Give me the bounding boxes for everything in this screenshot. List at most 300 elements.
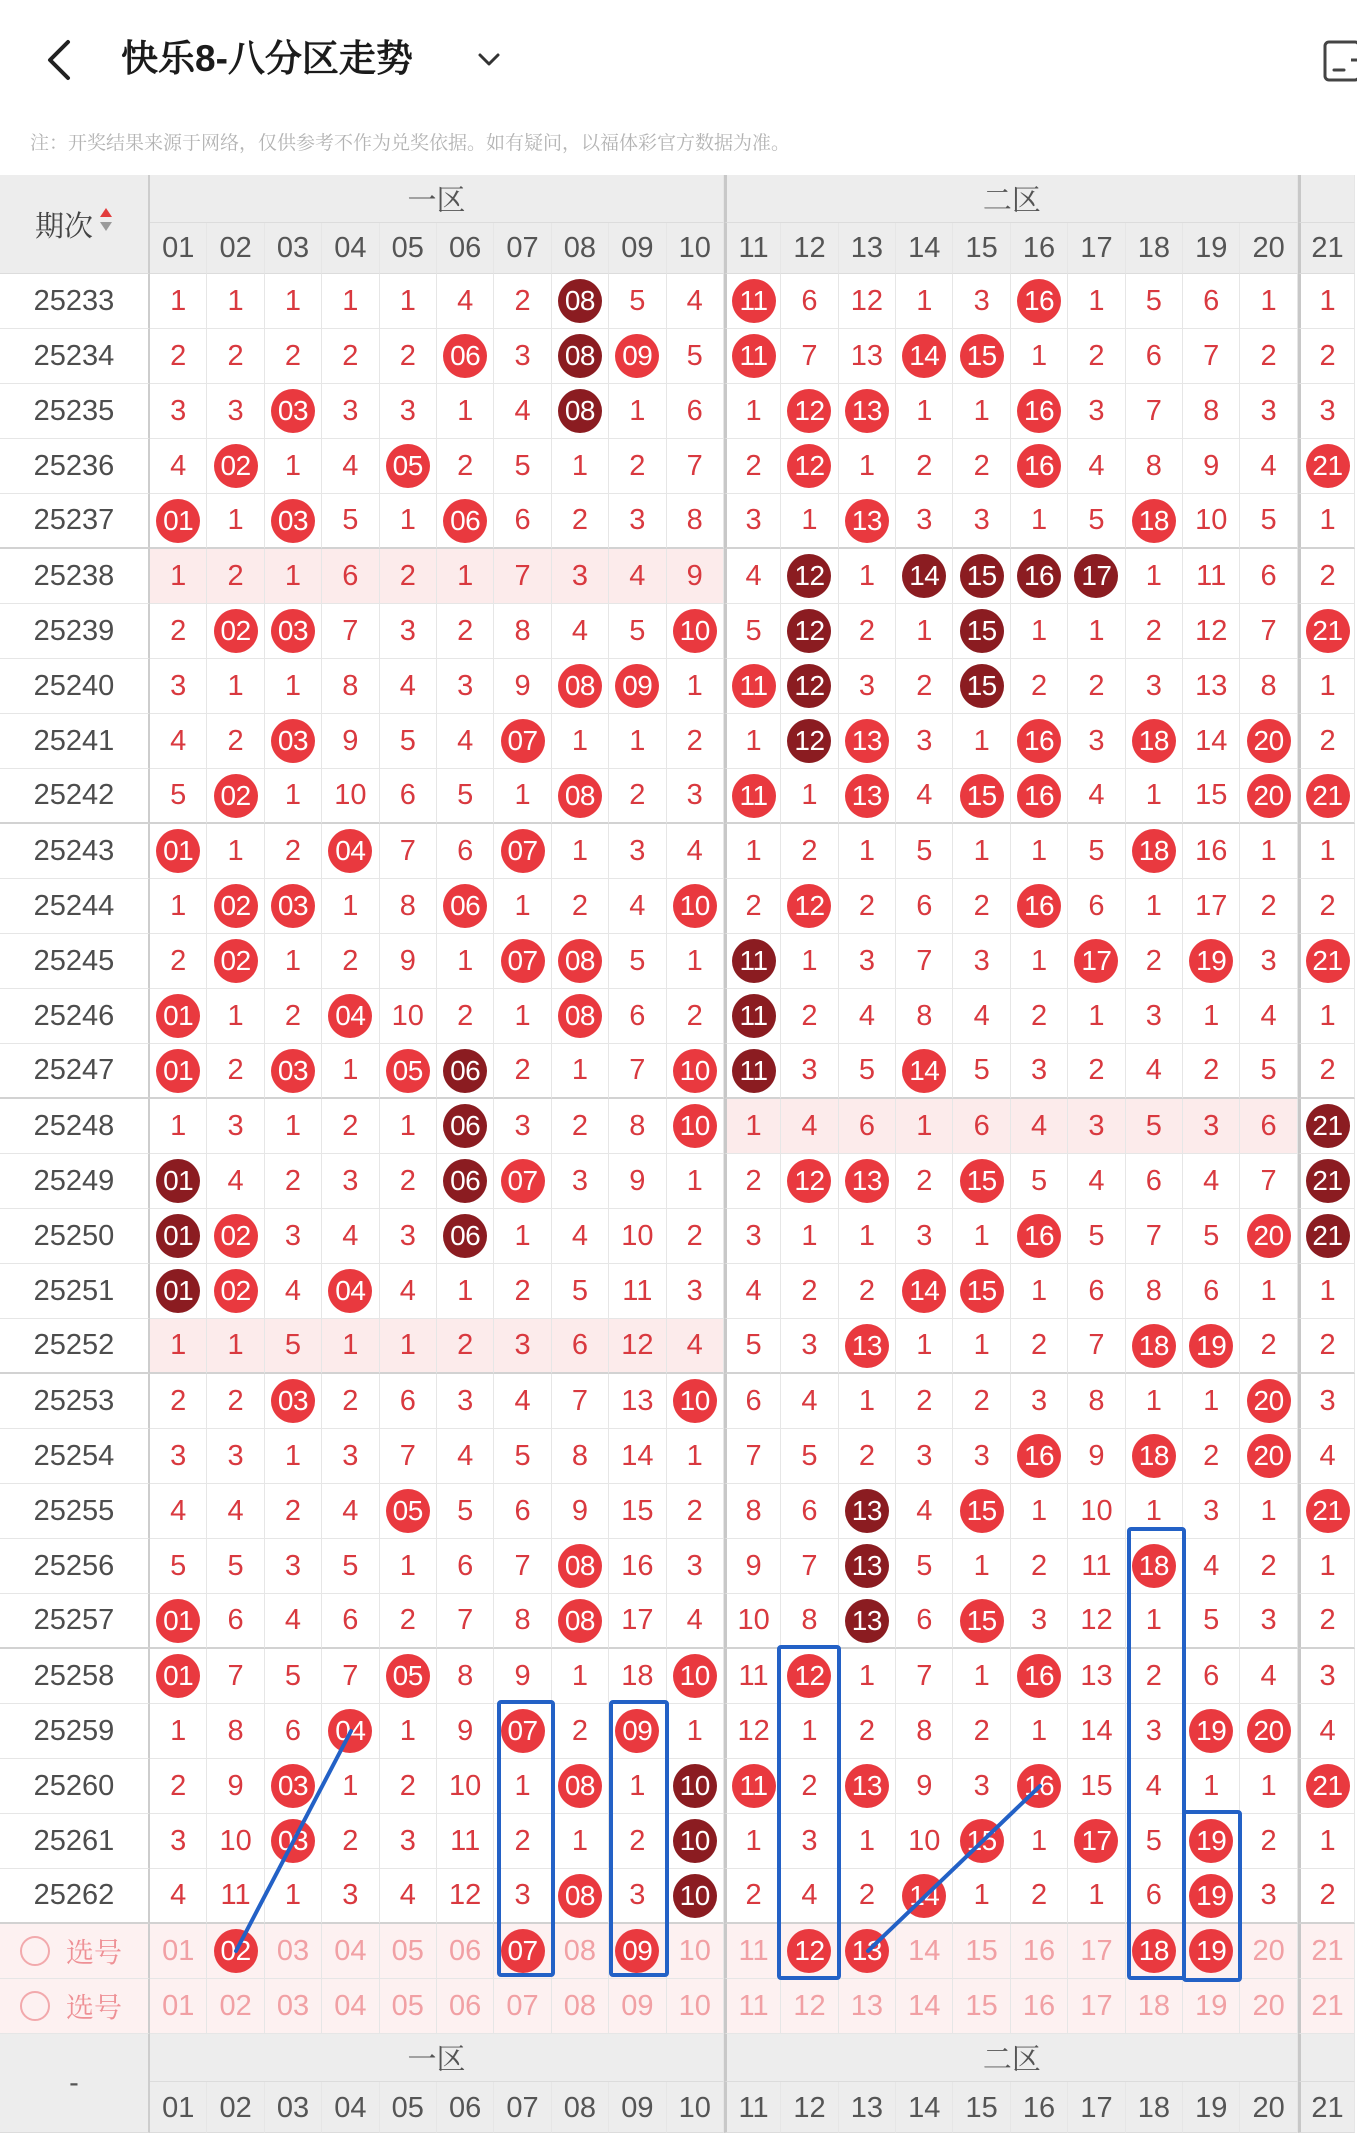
select-number[interactable]: 04 — [322, 1924, 379, 1979]
miss-count-cell: 1 — [1126, 549, 1183, 604]
select-number[interactable] — [839, 1924, 896, 1979]
miss-count-cell: 1 — [1011, 1264, 1068, 1319]
draw-cell — [839, 769, 896, 824]
miss-count-cell: 6 — [437, 1539, 494, 1594]
period-cell: 25235 — [0, 384, 150, 439]
ball-hit: 16 — [1017, 774, 1061, 818]
radio-icon[interactable] — [20, 1936, 50, 1966]
miss-count-cell: 3 — [552, 1154, 609, 1209]
miss-count-cell: 1 — [265, 1869, 322, 1924]
miss-count-cell: 2 — [839, 1264, 896, 1319]
ball-hit: 03 — [271, 1819, 315, 1863]
miss-count-cell: 3 — [1240, 934, 1297, 989]
miss-count-cell: 6 — [781, 1484, 838, 1539]
period-sort-header[interactable] — [0, 175, 150, 274]
title-dropdown-button[interactable] — [474, 46, 504, 72]
miss-count-cell: 5 — [322, 494, 379, 549]
select-number[interactable] — [494, 1924, 551, 1979]
miss-count-cell: 2 — [437, 989, 494, 1044]
miss-count-cell: 2 — [1126, 1649, 1183, 1704]
miss-count-cell: 10 — [1183, 494, 1240, 549]
miss-count-cell: 1 — [1183, 1374, 1240, 1429]
miss-count-cell: 3 — [380, 604, 437, 659]
ball-hit-dark: 12 — [787, 664, 831, 708]
miss-count-cell: 1 — [1240, 1264, 1297, 1319]
ball-hit: 12 — [787, 1929, 831, 1973]
ball-hit: 01 — [156, 1049, 200, 1093]
miss-count-cell: 1 — [953, 1209, 1010, 1264]
miss-count-cell: 2 — [1068, 1044, 1125, 1099]
miss-count-cell: 1 — [1126, 769, 1183, 824]
miss-count-cell: 6 — [1126, 1154, 1183, 1209]
miss-count-cell: 16 — [1183, 824, 1240, 879]
draw-cell — [781, 549, 838, 604]
select-number[interactable]: 11 — [724, 1924, 781, 1979]
ball-hit: 10 — [673, 1654, 717, 1698]
column-number: 02 — [207, 223, 264, 274]
miss-count-cell: 1 — [552, 714, 609, 769]
miss-count-cell: 3 — [322, 384, 379, 439]
period-cell: 25250 — [0, 1209, 150, 1264]
column-number: 09 — [609, 223, 666, 274]
draw-cell — [552, 1869, 609, 1924]
draw-cell — [667, 1759, 724, 1814]
page-title[interactable]: 快乐8-八分区走势 — [121, 38, 413, 79]
draw-cell — [552, 769, 609, 824]
draw-cell — [1240, 1704, 1297, 1759]
draw-cell — [1183, 1869, 1240, 1924]
miss-count-cell: 2 — [1298, 329, 1355, 384]
select-number[interactable]: 17 — [1068, 1979, 1125, 2034]
column-number: 07 — [494, 2082, 551, 2133]
miss-count-cell: 2 — [781, 824, 838, 879]
miss-count-cell: 1 — [1298, 989, 1355, 1044]
select-number[interactable]: 08 — [552, 1924, 609, 1979]
miss-count-cell: 3 — [322, 1429, 379, 1484]
miss-count-cell: 8 — [667, 494, 724, 549]
miss-count-cell: 9 — [724, 1539, 781, 1594]
select-number[interactable]: 01 — [150, 1979, 207, 2034]
select-number[interactable]: 10 — [667, 1979, 724, 2034]
miss-count-cell: 1 — [839, 1374, 896, 1429]
ball-hit: 13 — [845, 389, 889, 433]
miss-count-cell: 7 — [437, 1594, 494, 1649]
select-number[interactable]: 15 — [953, 1979, 1010, 2034]
ball-hit-dark: 06 — [443, 1214, 487, 1258]
miss-count-cell: 6 — [1068, 879, 1125, 934]
draw-cell — [207, 439, 264, 494]
ball-hit-dark: 17 — [1074, 554, 1118, 598]
period-cell: 25249 — [0, 1154, 150, 1209]
miss-count-cell: 4 — [552, 604, 609, 659]
period-cell: 25258 — [0, 1649, 150, 1704]
select-number[interactable] — [781, 1924, 838, 1979]
miss-count-cell: 7 — [1126, 384, 1183, 439]
column-number: 18 — [1126, 223, 1183, 274]
miss-count-cell: 7 — [322, 604, 379, 659]
ball-hit: 12 — [787, 884, 831, 928]
miss-count-cell: 1 — [609, 714, 666, 769]
miss-count-cell: 6 — [265, 1704, 322, 1759]
draw-cell — [609, 1704, 666, 1759]
miss-count-cell: 2 — [1011, 1319, 1068, 1374]
select-number[interactable]: 20 — [1240, 1924, 1297, 1979]
miss-count-cell: 1 — [781, 494, 838, 549]
miss-count-cell: 1 — [781, 769, 838, 824]
ball-hit: 08 — [558, 1599, 602, 1643]
miss-count-cell: 2 — [953, 439, 1010, 494]
miss-count-cell: 8 — [781, 1594, 838, 1649]
column-number: 01 — [150, 2082, 207, 2133]
miss-count-cell: 2 — [265, 1484, 322, 1539]
miss-count-cell: 4 — [494, 384, 551, 439]
period-cell: 25245 — [0, 934, 150, 989]
miss-count-cell: 1 — [1068, 274, 1125, 329]
miss-count-cell: 1 — [265, 934, 322, 989]
miss-count-cell: 1 — [1068, 989, 1125, 1044]
ball-hit: 01 — [156, 829, 200, 873]
select-number[interactable]: 18 — [1126, 1979, 1183, 2034]
miss-count-cell: 3 — [896, 1429, 953, 1484]
miss-count-cell: 1 — [839, 1209, 896, 1264]
draw-cell — [667, 1099, 724, 1154]
select-number[interactable]: 19 — [1183, 1979, 1240, 2034]
miss-count-cell: 8 — [380, 879, 437, 934]
draw-cell — [1011, 1759, 1068, 1814]
select-number[interactable]: 11 — [724, 1979, 781, 2034]
draw-cell — [781, 604, 838, 659]
column-number: 14 — [896, 223, 953, 274]
miss-count-cell: 1 — [839, 824, 896, 879]
miss-count-cell: 2 — [1240, 879, 1297, 934]
draw-cell — [494, 934, 551, 989]
ball-hit-dark: 21 — [1306, 1104, 1350, 1148]
miss-count-cell: 11 — [1183, 549, 1240, 604]
miss-count-cell: 4 — [1011, 1099, 1068, 1154]
miss-count-cell: 6 — [781, 274, 838, 329]
miss-count-cell: 4 — [1126, 1044, 1183, 1099]
miss-count-cell: 9 — [896, 1759, 953, 1814]
miss-count-cell: 5 — [494, 1429, 551, 1484]
period-cell: 25260 — [0, 1759, 150, 1814]
miss-count-cell: 2 — [1183, 1429, 1240, 1484]
select-row-toggle[interactable] — [0, 1924, 150, 1979]
radio-icon[interactable] — [20, 1991, 50, 2021]
miss-count-cell: 2 — [207, 714, 264, 769]
select-number[interactable] — [609, 1924, 666, 1979]
ball-hit: 15 — [960, 334, 1004, 378]
miss-count-cell: 5 — [724, 604, 781, 659]
draw-cell — [437, 1099, 494, 1154]
select-number[interactable]: 21 — [1298, 1924, 1355, 1979]
select-number[interactable]: 02 — [207, 1979, 264, 2034]
draw-cell — [839, 1484, 896, 1539]
draw-cell — [839, 1154, 896, 1209]
miss-count-cell: 1 — [265, 274, 322, 329]
ball-hit: 08 — [558, 1764, 602, 1808]
miss-count-cell: 4 — [1183, 1154, 1240, 1209]
period-cell: 25252 — [0, 1319, 150, 1374]
miss-count-cell: 3 — [1011, 1374, 1068, 1429]
select-number[interactable]: 09 — [609, 1979, 666, 2034]
sort-icon[interactable] — [99, 206, 113, 242]
draw-cell — [1011, 1209, 1068, 1264]
draw-cell — [953, 1154, 1010, 1209]
miss-count-cell: 4 — [953, 989, 1010, 1044]
miss-count-cell: 1 — [1298, 1539, 1355, 1594]
miss-count-cell: 1 — [437, 934, 494, 989]
select-number[interactable]: 03 — [265, 1924, 322, 1979]
select-number[interactable]: 06 — [437, 1979, 494, 2034]
miss-count-cell: 2 — [781, 1264, 838, 1319]
miss-count-cell: 7 — [667, 439, 724, 494]
miss-count-cell: 9 — [380, 934, 437, 989]
miss-count-cell: 3 — [207, 1429, 264, 1484]
miss-count-cell: 2 — [552, 1704, 609, 1759]
miss-count-cell: 1 — [1126, 879, 1183, 934]
ball-hit: 15 — [960, 1159, 1004, 1203]
miss-count-cell: 2 — [552, 494, 609, 549]
ball-hit: 03 — [271, 1764, 315, 1808]
miss-count-cell: 2 — [265, 989, 322, 1044]
ball-hit: 04 — [328, 994, 372, 1038]
miss-count-cell: 1 — [1068, 1869, 1125, 1924]
miss-count-cell: 10 — [207, 1814, 264, 1869]
miss-count-cell: 2 — [896, 1374, 953, 1429]
select-number[interactable]: 13 — [839, 1979, 896, 2034]
miss-count-cell: 1 — [380, 1539, 437, 1594]
ball-hit: 11 — [732, 334, 776, 378]
miss-count-cell: 4 — [150, 1484, 207, 1539]
select-number[interactable] — [207, 1924, 264, 1979]
select-number[interactable] — [1183, 1924, 1240, 1979]
draw-cell — [1126, 494, 1183, 549]
ball-hit: 18 — [1132, 829, 1176, 873]
chevron-down-icon — [474, 46, 504, 72]
miss-count-cell: 3 — [896, 714, 953, 769]
draw-cell — [1240, 1429, 1297, 1484]
miss-count-cell: 4 — [322, 439, 379, 494]
select-number[interactable]: 08 — [552, 1979, 609, 2034]
miss-count-cell: 6 — [896, 879, 953, 934]
miss-count-cell: 2 — [1183, 1044, 1240, 1099]
miss-count-cell: 15 — [1183, 769, 1240, 824]
miss-count-cell: 8 — [1126, 1264, 1183, 1319]
miss-count-cell: 2 — [667, 714, 724, 769]
select-number[interactable]: 01 — [150, 1924, 207, 1979]
draw-cell — [265, 604, 322, 659]
miss-count-cell: 2 — [1126, 604, 1183, 659]
miss-count-cell: 2 — [953, 1704, 1010, 1759]
miss-count-cell: 3 — [1126, 989, 1183, 1044]
column-number: 03 — [265, 223, 322, 274]
miss-count-cell: 1 — [896, 1099, 953, 1154]
miss-count-cell: 1 — [953, 824, 1010, 879]
ball-hit: 16 — [1017, 1434, 1061, 1478]
draw-cell — [150, 1594, 207, 1649]
ball-hit: 07 — [501, 829, 545, 873]
ball-hit: 15 — [960, 1819, 1004, 1863]
miss-count-cell: 3 — [265, 1539, 322, 1594]
select-number[interactable]: 14 — [896, 1979, 953, 2034]
miss-count-cell: 4 — [265, 1594, 322, 1649]
miss-count-cell: 1 — [150, 549, 207, 604]
column-number: 02 — [207, 2082, 264, 2133]
draw-cell — [667, 1649, 724, 1704]
miss-count-cell: 5 — [609, 274, 666, 329]
miss-count-cell: 6 — [609, 989, 666, 1044]
miss-count-cell: 7 — [322, 1649, 379, 1704]
draw-cell — [1240, 1374, 1297, 1429]
miss-count-cell: 1 — [1126, 1594, 1183, 1649]
miss-count-cell: 2 — [322, 1099, 379, 1154]
draw-cell — [437, 879, 494, 934]
ball-hit: 18 — [1132, 1929, 1176, 1973]
select-row-toggle[interactable] — [0, 1979, 150, 2034]
miss-count-cell: 1 — [896, 274, 953, 329]
column-number: 21 — [1298, 223, 1355, 274]
miss-count-cell: 1 — [1298, 1264, 1355, 1319]
column-number: 17 — [1068, 2082, 1125, 2133]
miss-count-cell: 2 — [953, 879, 1010, 934]
miss-count-cell: 3 — [1068, 714, 1125, 769]
miss-count-cell: 2 — [896, 1154, 953, 1209]
column-number: 16 — [1011, 2082, 1068, 2133]
ball-hit-dark: 08 — [558, 334, 602, 378]
draw-cell — [781, 384, 838, 439]
select-number[interactable]: 05 — [380, 1979, 437, 2034]
miss-count-cell: 3 — [322, 1869, 379, 1924]
ball-hit-dark: 12 — [787, 719, 831, 763]
select-number[interactable]: 16 — [1011, 1924, 1068, 1979]
ball-hit: 19 — [1189, 1324, 1233, 1368]
miss-count-cell: 3 — [494, 1869, 551, 1924]
draw-cell — [552, 329, 609, 384]
miss-count-cell: 16 — [609, 1539, 666, 1594]
miss-count-cell: 4 — [609, 549, 666, 604]
ball-hit: 02 — [214, 444, 258, 488]
miss-count-cell: 5 — [494, 439, 551, 494]
draw-cell — [265, 1374, 322, 1429]
select-number[interactable]: 14 — [896, 1924, 953, 1979]
miss-count-cell: 8 — [1126, 439, 1183, 494]
ball-hit-dark: 06 — [443, 1049, 487, 1093]
select-number[interactable]: 10 — [667, 1924, 724, 1979]
ball-hit: 13 — [845, 1764, 889, 1808]
select-number[interactable]: 05 — [380, 1924, 437, 1979]
miss-count-cell: 4 — [1240, 989, 1297, 1044]
select-number[interactable]: 12 — [781, 1979, 838, 2034]
miss-count-cell: 9 — [437, 1704, 494, 1759]
ball-hit: 05 — [386, 1654, 430, 1698]
ball-hit: 09 — [615, 1929, 659, 1973]
zone-header: 二区 — [724, 2034, 1298, 2082]
ball-hit: 03 — [271, 1379, 315, 1423]
column-number: 10 — [667, 223, 724, 274]
back-button[interactable] — [38, 34, 84, 86]
miss-count-cell: 17 — [609, 1594, 666, 1649]
column-number: 12 — [781, 223, 838, 274]
ball-hit: 07 — [501, 1709, 545, 1753]
select-number[interactable]: 17 — [1068, 1924, 1125, 1979]
ball-hit: 17 — [1074, 939, 1118, 983]
miss-count-cell: 9 — [609, 1154, 666, 1209]
ball-hit: 14 — [902, 1874, 946, 1918]
miss-count-cell: 3 — [953, 494, 1010, 549]
ball-hit: 18 — [1132, 1434, 1176, 1478]
select-number[interactable]: 21 — [1298, 1979, 1355, 2034]
select-number[interactable]: 16 — [1011, 1979, 1068, 2034]
column-number: 11 — [724, 223, 781, 274]
period-cell: 25253 — [0, 1374, 150, 1429]
draw-cell — [552, 1594, 609, 1649]
device-button[interactable] — [1318, 38, 1357, 84]
select-number[interactable]: 06 — [437, 1924, 494, 1979]
miss-count-cell: 2 — [1011, 989, 1068, 1044]
draw-cell — [724, 659, 781, 714]
select-number[interactable]: 15 — [953, 1924, 1010, 1979]
draw-cell — [953, 329, 1010, 384]
miss-count-cell: 3 — [1068, 384, 1125, 439]
miss-count-cell: 12 — [437, 1869, 494, 1924]
period-cell: 25244 — [0, 879, 150, 934]
ball-hit: 20 — [1247, 719, 1291, 763]
draw-cell — [1298, 1154, 1355, 1209]
miss-count-cell: 6 — [1183, 1264, 1240, 1319]
miss-count-cell: 1 — [552, 1044, 609, 1099]
draw-cell — [150, 824, 207, 879]
draw-cell — [1240, 714, 1297, 769]
footer-period-cell: - — [0, 2034, 150, 2133]
draw-cell — [1011, 879, 1068, 934]
miss-count-cell: 1 — [953, 384, 1010, 439]
ball-hit: 08 — [558, 1544, 602, 1588]
miss-count-cell: 1 — [1240, 1759, 1297, 1814]
miss-count-cell: 13 — [1068, 1649, 1125, 1704]
select-row-label: 选号 — [66, 1992, 123, 2023]
ball-hit-dark: 11 — [732, 994, 776, 1038]
miss-count-cell: 2 — [1011, 1539, 1068, 1594]
miss-count-cell: 3 — [1298, 1649, 1355, 1704]
select-number[interactable]: 03 — [265, 1979, 322, 2034]
ball-hit-dark: 08 — [558, 279, 602, 323]
ball-hit: 07 — [501, 719, 545, 763]
miss-count-cell: 3 — [207, 384, 264, 439]
draw-cell — [1011, 439, 1068, 494]
miss-count-cell: 1 — [609, 384, 666, 439]
miss-count-cell: 2 — [1068, 659, 1125, 714]
select-number[interactable]: 04 — [322, 1979, 379, 2034]
ball-hit-dark: 12 — [787, 609, 831, 653]
draw-cell — [322, 989, 379, 1044]
miss-count-cell: 1 — [380, 1099, 437, 1154]
ball-hit: 04 — [328, 1709, 372, 1753]
miss-count-cell: 1 — [494, 989, 551, 1044]
period-cell: 25256 — [0, 1539, 150, 1594]
ball-hit: 06 — [443, 499, 487, 543]
miss-count-cell: 1 — [609, 1759, 666, 1814]
miss-count-cell: 3 — [1068, 1099, 1125, 1154]
ball-hit: 14 — [902, 1269, 946, 1313]
select-number[interactable] — [1126, 1924, 1183, 1979]
miss-count-cell: 9 — [1068, 1429, 1125, 1484]
miss-count-cell: 2 — [494, 1264, 551, 1319]
miss-count-cell: 2 — [667, 989, 724, 1044]
miss-count-cell: 2 — [494, 274, 551, 329]
select-number[interactable]: 20 — [1240, 1979, 1297, 2034]
select-number[interactable]: 07 — [494, 1979, 551, 2034]
draw-cell — [437, 1154, 494, 1209]
